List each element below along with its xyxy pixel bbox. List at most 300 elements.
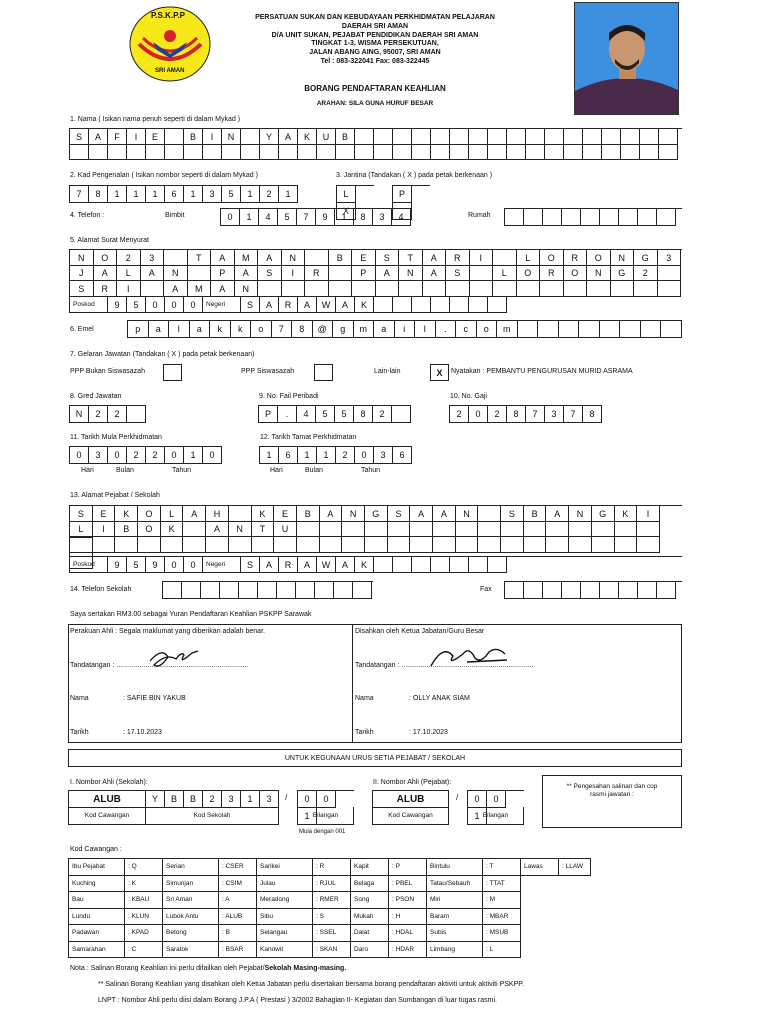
- office-address-char-6[interactable]: A: [183, 506, 206, 522]
- name-char-row2-6[interactable]: [165, 144, 184, 160]
- office-address-char-row2-10[interactable]: U: [274, 521, 297, 537]
- salary-char-6[interactable]: 3: [545, 406, 564, 423]
- office-address-char-row2-16[interactable]: [410, 521, 433, 537]
- address-char-row2-16[interactable]: A: [423, 265, 447, 281]
- office-address-char-row3-23[interactable]: [569, 537, 592, 553]
- end-date-digit-8[interactable]: 6: [393, 447, 412, 464]
- address-char-row2-8[interactable]: A: [235, 265, 259, 281]
- school-code-char-6[interactable]: 1: [241, 791, 260, 808]
- address-char-row2-13[interactable]: P: [352, 265, 376, 281]
- office-address-char-row3-2[interactable]: [93, 537, 116, 553]
- office-address-char-2[interactable]: E: [93, 506, 116, 522]
- email-char-1[interactable]: p: [128, 321, 149, 338]
- address-char-21[interactable]: O: [540, 250, 564, 266]
- address-char-row2-23[interactable]: N: [587, 265, 611, 281]
- office-address-char-4[interactable]: O: [138, 506, 161, 522]
- address-char-row3-5[interactable]: A: [164, 281, 188, 297]
- school-phone-digit-2[interactable]: [182, 582, 201, 599]
- office-negeri-char-10[interactable]: [412, 557, 431, 573]
- name-char-row2-29[interactable]: [602, 144, 621, 160]
- office-address-char-row3-9[interactable]: [252, 537, 275, 553]
- ppp-siswazah-box[interactable]: [314, 364, 333, 381]
- office-negeri-char-6[interactable]: A: [336, 557, 355, 573]
- address-char-row2-3[interactable]: L: [117, 265, 141, 281]
- grade-char-4[interactable]: [127, 406, 146, 423]
- name-char-row2-2[interactable]: [89, 144, 108, 160]
- mobile-digit-3[interactable]: 4: [259, 209, 278, 226]
- office-address-char-row2-2[interactable]: I: [93, 521, 116, 537]
- salary-char-7[interactable]: 7: [564, 406, 583, 423]
- end-date-digit-1[interactable]: 1: [260, 447, 279, 464]
- negeri-char-5[interactable]: W: [317, 297, 336, 313]
- address-char-row2-5[interactable]: N: [164, 265, 188, 281]
- address-char-row3-26[interactable]: [658, 281, 682, 297]
- office-address-char-row2-4[interactable]: O: [138, 521, 161, 537]
- address-char-row3-23[interactable]: [587, 281, 611, 297]
- office-negeri-char-14[interactable]: [488, 557, 507, 573]
- name-char-10[interactable]: [241, 129, 260, 145]
- address-char-row3-14[interactable]: [376, 281, 400, 297]
- address-char-row3-24[interactable]: [611, 281, 635, 297]
- office-address-char-row3-21[interactable]: [524, 537, 547, 553]
- office-negeri-char-8[interactable]: [374, 557, 393, 573]
- name-char-row2-18[interactable]: [393, 144, 412, 160]
- address-char-row2-2[interactable]: A: [94, 265, 118, 281]
- name-char-row2-17[interactable]: [374, 144, 393, 160]
- office-address-char-8[interactable]: [229, 506, 252, 522]
- name-char-2[interactable]: A: [89, 129, 108, 145]
- address-char-20[interactable]: L: [517, 250, 541, 266]
- salary-char-4[interactable]: 8: [507, 406, 526, 423]
- office-bilangan-digit-1[interactable]: 0: [468, 791, 487, 808]
- email-char-15[interactable]: l: [415, 321, 436, 338]
- end-date-digit-4[interactable]: 1: [317, 447, 336, 464]
- office-negeri-char-4[interactable]: A: [298, 557, 317, 573]
- negeri-char-6[interactable]: A: [336, 297, 355, 313]
- email-char-5[interactable]: k: [210, 321, 231, 338]
- office-address-char-row3-16[interactable]: [410, 537, 433, 553]
- address-char-26[interactable]: 3: [658, 250, 682, 266]
- office-address-char-row2-9[interactable]: T: [252, 521, 275, 537]
- name-char-8[interactable]: I: [203, 129, 222, 145]
- ic-digit-3[interactable]: 1: [108, 186, 127, 203]
- address-char-18[interactable]: I: [470, 250, 494, 266]
- office-address-char-row3-3[interactable]: [115, 537, 138, 553]
- mobile-digit-8[interactable]: 8: [354, 209, 373, 226]
- school-code-char-2[interactable]: B: [165, 791, 184, 808]
- name-char-row2-24[interactable]: [507, 144, 526, 160]
- address-char-row3-9[interactable]: [258, 281, 282, 297]
- office-address-char-row2-23[interactable]: [569, 521, 592, 537]
- name-char-16[interactable]: [355, 129, 374, 145]
- office-address-char-row3-19[interactable]: [478, 537, 501, 553]
- mobile-digit-1[interactable]: 0: [221, 209, 240, 226]
- office-address-char-26[interactable]: I: [637, 506, 660, 522]
- office-address-char-5[interactable]: L: [161, 506, 184, 522]
- email-char-26[interactable]: [641, 321, 662, 338]
- name-char-row2-13[interactable]: [298, 144, 317, 160]
- email-char-4[interactable]: a: [190, 321, 211, 338]
- address-char-row3-7[interactable]: A: [211, 281, 235, 297]
- address-char-row2-9[interactable]: S: [258, 265, 282, 281]
- address-char-row2-22[interactable]: O: [564, 265, 588, 281]
- mobile-digit-4[interactable]: 5: [278, 209, 297, 226]
- office-address-char-row3-15[interactable]: [388, 537, 411, 553]
- end-date-digit-3[interactable]: 1: [298, 447, 317, 464]
- address-char-12[interactable]: B: [329, 250, 353, 266]
- file-char-8[interactable]: [392, 406, 411, 423]
- school-phone-digit-8[interactable]: [296, 582, 315, 599]
- ic-digit-7[interactable]: 1: [184, 186, 203, 203]
- name-char-row2-14[interactable]: [317, 144, 336, 160]
- name-char-28[interactable]: [583, 129, 602, 145]
- office-poskod-digit-5[interactable]: 0: [184, 557, 203, 573]
- school-bilangan-digit-2[interactable]: 0: [317, 791, 336, 808]
- office-address-char-17[interactable]: A: [433, 506, 456, 522]
- name-char-13[interactable]: K: [298, 129, 317, 145]
- email-char-10[interactable]: @: [313, 321, 334, 338]
- email-char-25[interactable]: [620, 321, 641, 338]
- fax-digit-9[interactable]: [657, 582, 676, 599]
- office-address-char-14[interactable]: G: [365, 506, 388, 522]
- office-address-char-22[interactable]: A: [546, 506, 569, 522]
- email-char-13[interactable]: a: [374, 321, 395, 338]
- address-char-row2-4[interactable]: A: [141, 265, 165, 281]
- name-char-30[interactable]: [621, 129, 640, 145]
- office-negeri-char-12[interactable]: [450, 557, 469, 573]
- home-phone-digit-7[interactable]: [619, 209, 638, 226]
- name-char-row2-27[interactable]: [564, 144, 583, 160]
- school-code-char-7[interactable]: 3: [260, 791, 279, 808]
- ppp-bukan-siswazah-box[interactable]: [163, 364, 182, 381]
- school-phone-digit-5[interactable]: [239, 582, 258, 599]
- email-char-23[interactable]: [579, 321, 600, 338]
- school-bilangan-digit-1[interactable]: 0: [298, 791, 317, 808]
- name-char-row2-3[interactable]: [108, 144, 127, 160]
- name-char-row2-10[interactable]: [241, 144, 260, 160]
- address-char-row3-12[interactable]: [329, 281, 353, 297]
- address-char-9[interactable]: A: [258, 250, 282, 266]
- ic-digit-2[interactable]: 8: [89, 186, 108, 203]
- name-char-31[interactable]: [640, 129, 659, 145]
- home-phone-digit-4[interactable]: [562, 209, 581, 226]
- address-char-row2-17[interactable]: S: [446, 265, 470, 281]
- office-address-char-11[interactable]: B: [297, 506, 320, 522]
- poskod-digit-4[interactable]: 0: [165, 297, 184, 313]
- address-char-row2-6[interactable]: [188, 265, 212, 281]
- office-address-char-row2-24[interactable]: [592, 521, 615, 537]
- office-address-char-20[interactable]: S: [501, 506, 524, 522]
- office-address-char-13[interactable]: N: [342, 506, 365, 522]
- name-char-row2-22[interactable]: [469, 144, 488, 160]
- address-char-5[interactable]: [164, 250, 188, 266]
- address-char-10[interactable]: N: [282, 250, 306, 266]
- address-char-row2-26[interactable]: [658, 265, 682, 281]
- name-char-7[interactable]: B: [184, 129, 203, 145]
- mobile-digit-10[interactable]: 4: [392, 209, 411, 226]
- address-char-4[interactable]: 3: [141, 250, 165, 266]
- file-char-4[interactable]: 5: [316, 406, 335, 423]
- office-address-char-3[interactable]: K: [115, 506, 138, 522]
- name-char-row2-19[interactable]: [412, 144, 431, 160]
- email-char-2[interactable]: a: [149, 321, 170, 338]
- address-char-16[interactable]: A: [423, 250, 447, 266]
- office-address-char-15[interactable]: S: [388, 506, 411, 522]
- office-negeri-char-7[interactable]: K: [355, 557, 374, 573]
- name-char-24[interactable]: [507, 129, 526, 145]
- office-address-char-row2-21[interactable]: [524, 521, 547, 537]
- salary-char-5[interactable]: 7: [526, 406, 545, 423]
- start-date-digit-2[interactable]: 3: [89, 447, 108, 464]
- address-char-row2-10[interactable]: I: [282, 265, 306, 281]
- address-char-row2-18[interactable]: [470, 265, 494, 281]
- negeri-char-13[interactable]: [469, 297, 488, 313]
- negeri-char-12[interactable]: [450, 297, 469, 313]
- name-char-row2-16[interactable]: [355, 144, 374, 160]
- office-address-char-row3-11[interactable]: [297, 537, 320, 553]
- office-negeri-char-3[interactable]: R: [279, 557, 298, 573]
- school-phone-digit-10[interactable]: [334, 582, 353, 599]
- office-address-char-row3-4[interactable]: [138, 537, 161, 553]
- name-char-row2-20[interactable]: [431, 144, 450, 160]
- end-date-digit-5[interactable]: 2: [336, 447, 355, 464]
- name-char-19[interactable]: [412, 129, 431, 145]
- address-char-row3-10[interactable]: [282, 281, 306, 297]
- address-char-row3-20[interactable]: [517, 281, 541, 297]
- home-phone-digit-2[interactable]: [524, 209, 543, 226]
- fax-digit-1[interactable]: [505, 582, 524, 599]
- office-address-char-row3-26[interactable]: [637, 537, 660, 553]
- email-char-9[interactable]: 8: [292, 321, 313, 338]
- salary-char-8[interactable]: 8: [583, 406, 602, 423]
- office-address-char-row3-8[interactable]: [229, 537, 252, 553]
- office-address-char-row3-18[interactable]: [456, 537, 479, 553]
- address-char-row2-1[interactable]: J: [70, 265, 94, 281]
- address-char-row3-4[interactable]: [141, 281, 165, 297]
- negeri-char-8[interactable]: [374, 297, 393, 313]
- end-date-digit-2[interactable]: 6: [279, 447, 298, 464]
- ic-digit-6[interactable]: 6: [165, 186, 184, 203]
- office-address-char-row2-12[interactable]: [320, 521, 343, 537]
- address-char-24[interactable]: N: [611, 250, 635, 266]
- name-char-row2-7[interactable]: [184, 144, 203, 160]
- address-char-row3-15[interactable]: [399, 281, 423, 297]
- name-char-row2-1[interactable]: [70, 144, 89, 160]
- school-bilangan-digit-3[interactable]: 1: [298, 808, 317, 825]
- office-address-char-row3-13[interactable]: [342, 537, 365, 553]
- name-char-15[interactable]: B: [336, 129, 355, 145]
- name-char-3[interactable]: F: [108, 129, 127, 145]
- office-address-char-row2-13[interactable]: [342, 521, 365, 537]
- end-date-digit-7[interactable]: 3: [374, 447, 393, 464]
- name-char-1[interactable]: S: [70, 129, 89, 145]
- grade-char-2[interactable]: 2: [89, 406, 108, 423]
- office-address-char-row2-14[interactable]: [365, 521, 388, 537]
- office-address-char-row2-18[interactable]: [456, 521, 479, 537]
- negeri-char-7[interactable]: K: [355, 297, 374, 313]
- home-phone-digit-5[interactable]: [581, 209, 600, 226]
- name-char-row2-23[interactable]: [488, 144, 507, 160]
- school-code-char-3[interactable]: B: [184, 791, 203, 808]
- address-char-row3-6[interactable]: M: [188, 281, 212, 297]
- office-address-char-row3-10[interactable]: [274, 537, 297, 553]
- email-char-27[interactable]: [661, 321, 682, 338]
- address-char-15[interactable]: T: [399, 250, 423, 266]
- start-date-digit-3[interactable]: 0: [108, 447, 127, 464]
- negeri-char-10[interactable]: [412, 297, 431, 313]
- office-bilangan-digit-2[interactable]: 0: [487, 791, 506, 808]
- address-char-6[interactable]: T: [188, 250, 212, 266]
- address-char-row3-19[interactable]: [493, 281, 517, 297]
- name-char-32[interactable]: [659, 129, 678, 145]
- address-char-row2-20[interactable]: O: [517, 265, 541, 281]
- office-address-char-row3-7[interactable]: [206, 537, 229, 553]
- name-char-row2-8[interactable]: [203, 144, 222, 160]
- address-char-row3-1[interactable]: S: [70, 281, 94, 297]
- start-date-digit-1[interactable]: 0: [70, 447, 89, 464]
- name-char-18[interactable]: [393, 129, 412, 145]
- address-char-row2-12[interactable]: [329, 265, 353, 281]
- ic-digit-10[interactable]: 1: [241, 186, 260, 203]
- mobile-digit-7[interactable]: 1: [335, 209, 354, 226]
- ic-digit-4[interactable]: 1: [127, 186, 146, 203]
- mobile-digit-9[interactable]: 3: [373, 209, 392, 226]
- name-char-11[interactable]: Y: [260, 129, 279, 145]
- office-negeri-char-5[interactable]: W: [317, 557, 336, 573]
- ic-digit-12[interactable]: 1: [279, 186, 298, 203]
- name-char-6[interactable]: [165, 129, 184, 145]
- name-char-row2-5[interactable]: [146, 144, 165, 160]
- address-char-row3-13[interactable]: [352, 281, 376, 297]
- office-address-char-row3-6[interactable]: [183, 537, 206, 553]
- office-address-char-row2-25[interactable]: [615, 521, 638, 537]
- grade-char-3[interactable]: 2: [108, 406, 127, 423]
- start-date-digit-8[interactable]: 0: [203, 447, 222, 464]
- office-negeri-char-11[interactable]: [431, 557, 450, 573]
- address-char-row3-22[interactable]: [564, 281, 588, 297]
- school-code-char-1[interactable]: Y: [146, 791, 165, 808]
- file-char-6[interactable]: 8: [354, 406, 373, 423]
- name-char-21[interactable]: [450, 129, 469, 145]
- address-char-row2-14[interactable]: A: [376, 265, 400, 281]
- office-address-char-row3-24[interactable]: [592, 537, 615, 553]
- office-address-char-19[interactable]: [478, 506, 501, 522]
- address-char-1[interactable]: N: [70, 250, 94, 266]
- address-char-row2-11[interactable]: R: [305, 265, 329, 281]
- home-phone-digit-6[interactable]: [600, 209, 619, 226]
- salary-char-3[interactable]: 2: [488, 406, 507, 423]
- office-address-char-row2-26[interactable]: [637, 521, 660, 537]
- office-address-char-row3-17[interactable]: [433, 537, 456, 553]
- name-char-row2-11[interactable]: [260, 144, 279, 160]
- start-date-digit-7[interactable]: 1: [184, 447, 203, 464]
- file-char-2[interactable]: .: [278, 406, 297, 423]
- name-char-row2-15[interactable]: [336, 144, 355, 160]
- email-char-24[interactable]: [600, 321, 621, 338]
- school-code-char-4[interactable]: 2: [203, 791, 222, 808]
- home-phone-digit-8[interactable]: [638, 209, 657, 226]
- name-char-22[interactable]: [469, 129, 488, 145]
- office-address-char-row3-22[interactable]: [546, 537, 569, 553]
- office-address-char-1[interactable]: S: [70, 506, 93, 522]
- office-address-char-row2-20[interactable]: [501, 521, 524, 537]
- name-char-row2-4[interactable]: [127, 144, 146, 160]
- negeri-char-11[interactable]: [431, 297, 450, 313]
- poskod-digit-3[interactable]: 0: [146, 297, 165, 313]
- name-char-row2-30[interactable]: [621, 144, 640, 160]
- name-char-row2-26[interactable]: [545, 144, 564, 160]
- address-char-row2-15[interactable]: N: [399, 265, 423, 281]
- office-poskod-digit-1[interactable]: 9: [108, 557, 127, 573]
- office-address-char-row2-11[interactable]: [297, 521, 320, 537]
- mobile-digit-2[interactable]: 1: [240, 209, 259, 226]
- email-char-19[interactable]: m: [497, 321, 518, 338]
- email-char-6[interactable]: k: [231, 321, 252, 338]
- poskod-digit-1[interactable]: 9: [108, 297, 127, 313]
- grade-char-1[interactable]: N: [70, 406, 89, 423]
- address-char-row3-21[interactable]: [540, 281, 564, 297]
- file-char-1[interactable]: P: [259, 406, 278, 423]
- name-char-26[interactable]: [545, 129, 564, 145]
- school-phone-digit-6[interactable]: [258, 582, 277, 599]
- office-address-char-24[interactable]: G: [592, 506, 615, 522]
- email-char-16[interactable]: .: [436, 321, 457, 338]
- name-char-row2-31[interactable]: [640, 144, 659, 160]
- negeri-char-4[interactable]: A: [298, 297, 317, 313]
- name-char-20[interactable]: [431, 129, 450, 145]
- name-char-row2-21[interactable]: [450, 144, 469, 160]
- email-char-20[interactable]: [518, 321, 539, 338]
- name-char-row2-28[interactable]: [583, 144, 602, 160]
- office-negeri-char-13[interactable]: [469, 557, 488, 573]
- ic-digit-11[interactable]: 2: [260, 186, 279, 203]
- address-char-25[interactable]: G: [634, 250, 658, 266]
- negeri-char-1[interactable]: S: [241, 297, 260, 313]
- address-char-19[interactable]: [493, 250, 517, 266]
- home-phone-digit-1[interactable]: [505, 209, 524, 226]
- negeri-char-14[interactable]: [488, 297, 507, 313]
- fax-digit-4[interactable]: [562, 582, 581, 599]
- fax-digit-7[interactable]: [619, 582, 638, 599]
- name-char-27[interactable]: [564, 129, 583, 145]
- email-char-12[interactable]: m: [354, 321, 375, 338]
- name-char-25[interactable]: [526, 129, 545, 145]
- office-address-char-row2-22[interactable]: [546, 521, 569, 537]
- office-poskod-digit-3[interactable]: 9: [146, 557, 165, 573]
- address-char-row3-16[interactable]: [423, 281, 447, 297]
- name-char-23[interactable]: [488, 129, 507, 145]
- email-char-18[interactable]: o: [477, 321, 498, 338]
- name-char-17[interactable]: [374, 129, 393, 145]
- email-char-7[interactable]: o: [251, 321, 272, 338]
- name-char-29[interactable]: [602, 129, 621, 145]
- ic-digit-8[interactable]: 3: [203, 186, 222, 203]
- ic-digit-9[interactable]: 5: [222, 186, 241, 203]
- name-char-row2-32[interactable]: [659, 144, 678, 160]
- office-address-char-16[interactable]: A: [410, 506, 433, 522]
- office-address-char-row3-1[interactable]: [70, 537, 93, 553]
- fax-digit-5[interactable]: [581, 582, 600, 599]
- office-address-char-row2-8[interactable]: N: [229, 521, 252, 537]
- email-char-22[interactable]: [559, 321, 580, 338]
- home-phone-digit-9[interactable]: [657, 209, 676, 226]
- home-phone-digit-3[interactable]: [543, 209, 562, 226]
- address-char-3[interactable]: 2: [117, 250, 141, 266]
- salary-char-2[interactable]: 0: [469, 406, 488, 423]
- office-address-char-row2-1[interactable]: L: [70, 521, 93, 537]
- office-poskod-digit-2[interactable]: 5: [127, 557, 146, 573]
- office-negeri-char-1[interactable]: S: [241, 557, 260, 573]
